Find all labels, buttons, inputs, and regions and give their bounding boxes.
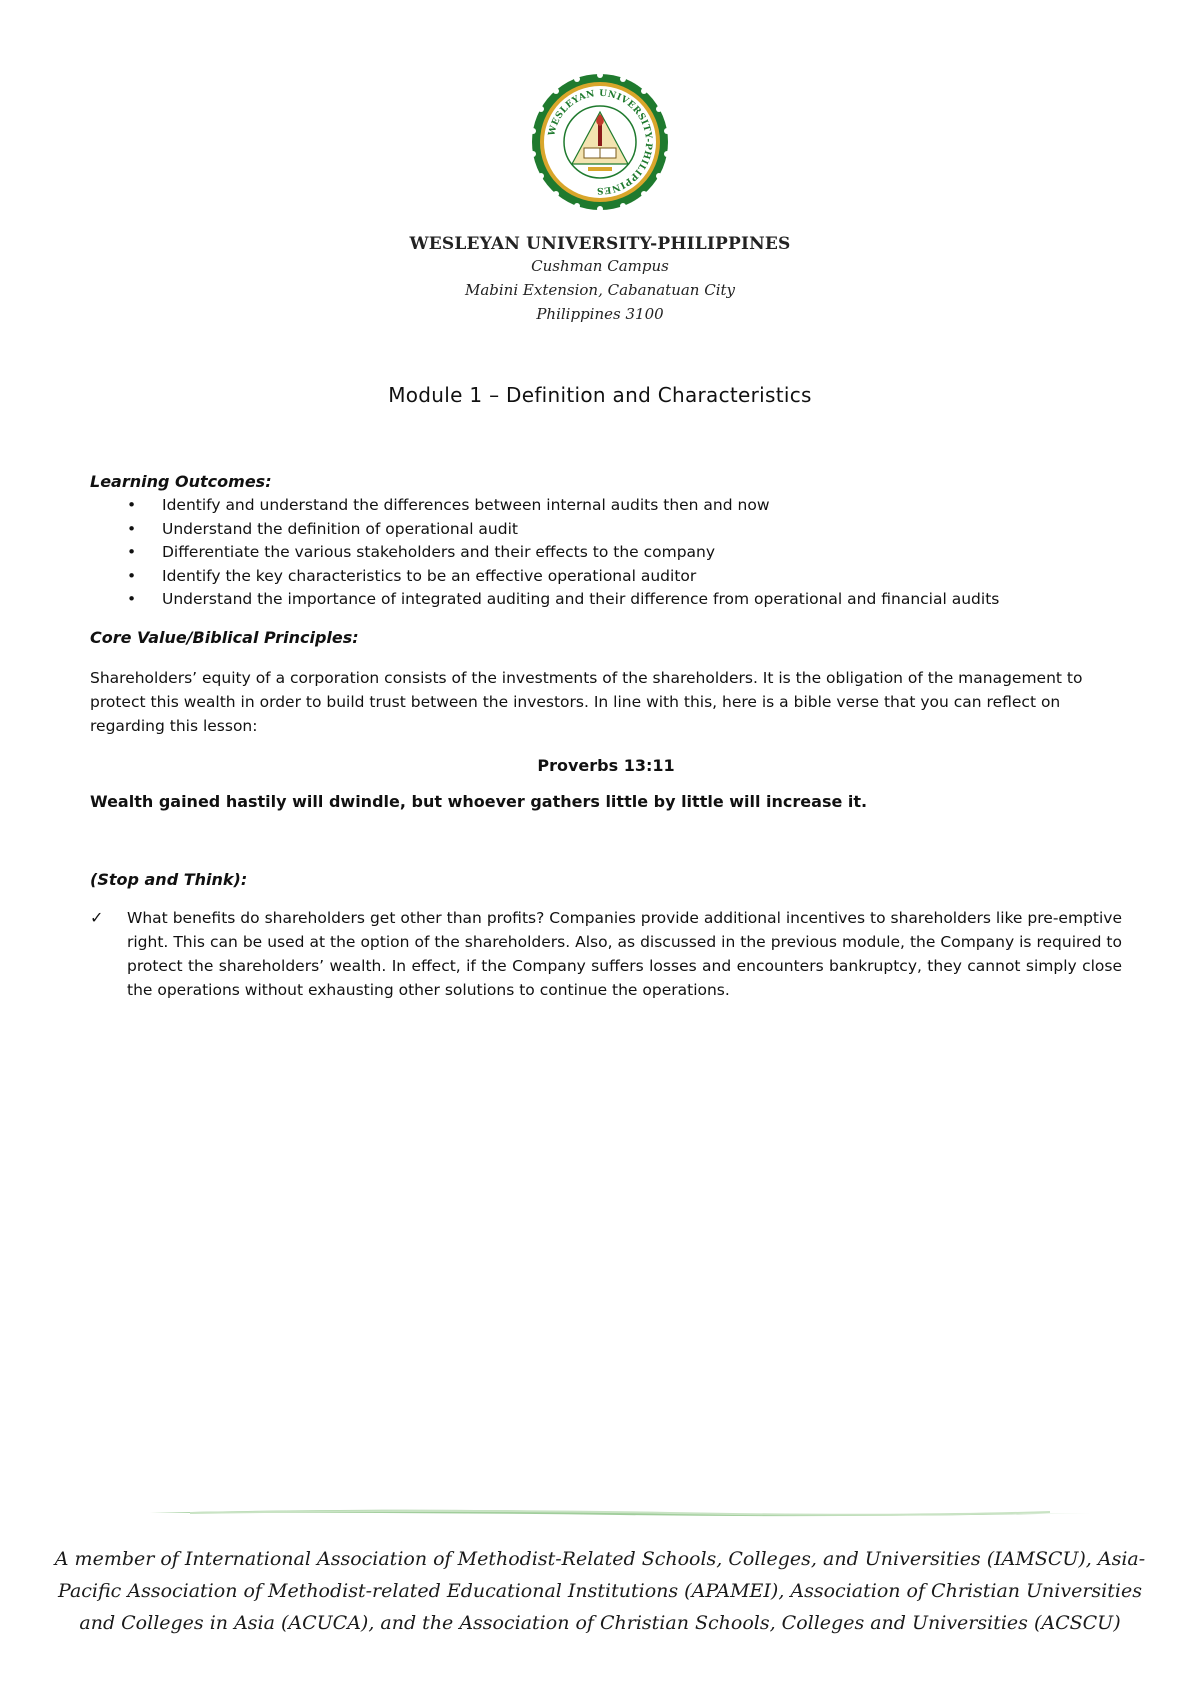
core-values-paragraph: Shareholders’ equity of a corporation consists of the investments of the shareholders. It is the obligation of the management to protect this wealth in order to build trust between the investors. In line with this, here is a bible verse that you can reflect on regarding this lesson: [90,668,1083,735]
campus-street: Mabini Extension, Cabanatuan City [464,281,736,299]
learning-outcomes-list [90,494,1130,612]
module-title: Module 1 – Definition and Characteristics [388,383,812,407]
footer-affiliations: A member of International Association of Methodist-Related Schools, Colleges, and Universities (IAMSCU), Asia-Pacific Association of Methodist-related Educational Institutions (APAMEI), Association of Christian Universities and Colleges in Asia (ACUCA), and the Association of Christian Schools, Colleges and Universities (ACSCU) [54,1548,1146,1634]
svg-text:WESLEYAN UNIVERSITY-PHILIPPINE: WESLEYAN UNIVERSITY-PHILIPPINES [547,88,654,196]
list-item: • Identify the key characteristics to be an effective operational auditor [162,565,1130,589]
core-values-heading: Core Value/Biblical Principles: [90,627,359,647]
module-content [90,470,1130,1002]
verse-reference: Proverbs 13:11 [537,755,675,775]
list-item: • Understand the definition of operational audit [162,518,1130,542]
learning-outcomes-heading: Learning Outcomes: [90,472,272,491]
list-item: • Understand the importance of integrated auditing and their difference from operational and financial audits [162,588,1130,612]
list-item: • Identify and understand the differences between internal audits then and now [162,494,1130,518]
stop-and-think-item [90,906,1122,1002]
list-item: • Differentiate the various stakeholders and their effects to the company [162,541,1130,565]
verse-text: Wealth gained hastily will dwindle, but whoever gathers little by little will increase it. [90,791,868,811]
campus-name: Cushman Campus [531,257,669,275]
checkmark-icon: ✓ [90,907,104,927]
stop-and-think-heading: (Stop and Think): [90,869,248,889]
footer-divider [150,1506,1090,1520]
university-seal-icon [530,72,670,212]
letterhead [0,72,1200,326]
campus-country: Philippines 3100 [536,305,664,323]
stop-and-think-text: What benefits do shareholders get other than profits? Companies provide additional incentives to shareholders like pre-emptive right. This can be used at the option of the shareholders. Also, as discussed in the previous module, the Company is required to protect the shareholders’ wealth. In effect, if the Company suffers losses and encounters bankruptcy, they cannot simply close the operations without exhausting other solutions to continue the operations. [127,908,1122,999]
university-name: WESLEYAN UNIVERSITY-PHILIPPINES [409,234,791,254]
